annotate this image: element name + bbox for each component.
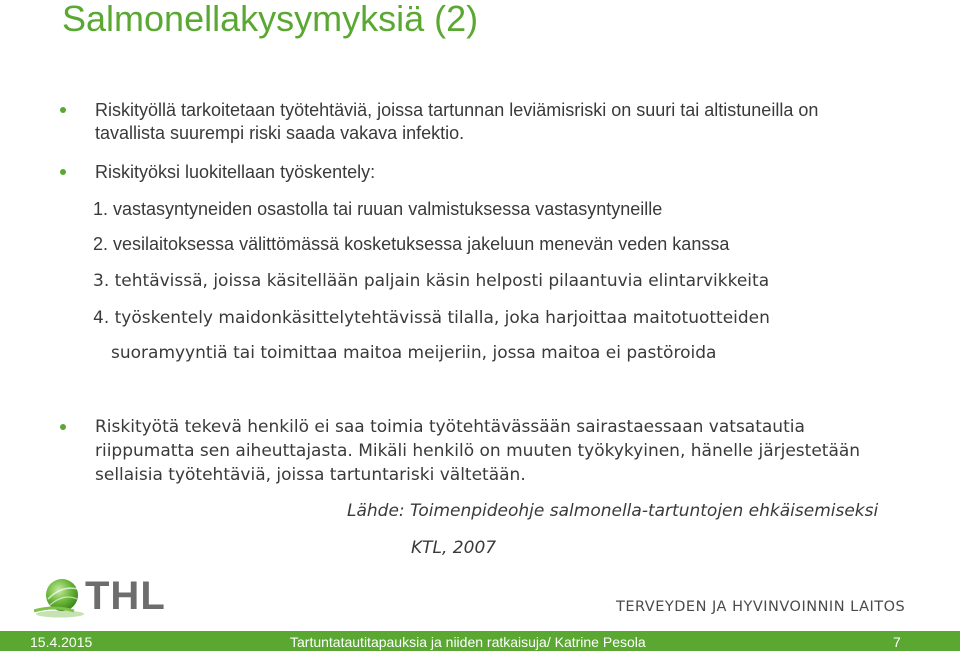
thl-logo-icon: [34, 575, 90, 619]
slide-title: Salmonellakysymyksiä (2): [62, 0, 479, 39]
footer-date: 15.4.2015: [30, 634, 93, 650]
numbered-item-4-cont: suoramyyntiä tai toimittaa maitoa meijeriin, jossa maitoa ei pastöroida: [111, 343, 717, 363]
footer-caption: Tartuntatautitapauksia ja niiden ratkaisuja/ Katrine Pesola: [290, 634, 646, 650]
bullet-3-line-3: sellaisia työtehtäviä, joissa tartuntariski vältetään.: [95, 465, 526, 485]
numbered-item-4: 4. työskentely maidonkäsittelytehtävissä tilalla, joka harjoittaa maitotuotteiden: [93, 308, 770, 328]
bullet-dot: [60, 169, 66, 175]
logo-text: THL: [85, 574, 166, 618]
organization-tagline: TERVEYDEN JA HYVINVOINNIN LAITOS: [616, 599, 906, 615]
bullet-dot: [60, 107, 66, 113]
source-year: KTL, 2007: [411, 538, 497, 558]
bullet-3-line-2: riippumatta sen aiheuttajasta. Mikäli henkilö on muuten työkykyinen, hänelle järjestetään: [95, 441, 861, 461]
bullet-3-line-1: Riskityötä tekevä henkilö ei saa toimia työtehtävässään sairastaessaan vatsatautia: [95, 417, 805, 437]
numbered-item-3: 3. tehtävissä, joissa käsitellään paljain käsin helposti pilaantuvia elintarvikkeita: [93, 271, 770, 291]
page-number: 7: [893, 634, 901, 650]
source-citation: Lähde: Toimenpideohje salmonella-tartuntojen ehkäisemiseksi: [347, 501, 879, 521]
numbered-item-2: 2. vesilaitoksessa välittömässä kosketuksessa jakeluun menevän veden kanssa: [93, 234, 730, 254]
bullet-dot: [60, 424, 66, 430]
bullet-1-line-2: tavallista suurempi riski saada vakava infektio.: [95, 123, 465, 143]
numbered-item-1: 1. vastasyntyneiden osastolla tai ruuan valmistuksessa vastasyntyneille: [93, 199, 663, 219]
bullet-2-line-1: Riskityöksi luokitellaan työskentely:: [95, 162, 376, 182]
bullet-1-line-1: Riskityöllä tarkoitetaan työtehtäviä, joissa tartunnan leviämisriski on suuri tai altistuneilla on: [95, 100, 819, 120]
